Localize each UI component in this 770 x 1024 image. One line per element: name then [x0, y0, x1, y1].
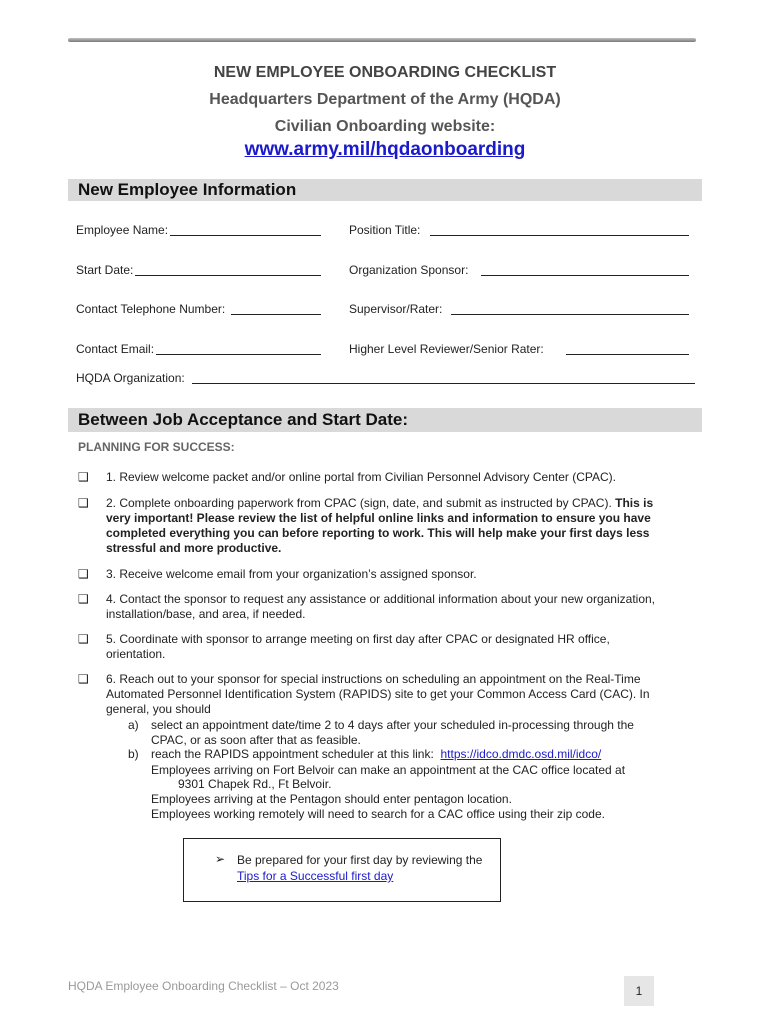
supervisor-field[interactable] — [451, 314, 689, 315]
checkbox-icon[interactable]: ❑ — [78, 592, 89, 606]
checklist-item-3 — [78, 567, 678, 583]
checkbox-icon[interactable]: ❑ — [78, 470, 89, 484]
higher-reviewer-field[interactable] — [566, 354, 689, 355]
checklist-item-2 — [78, 496, 678, 558]
supervisor-label: Supervisor/Rater: — [349, 302, 443, 316]
document-title: NEW EMPLOYEE ONBOARDING CHECKLIST — [213, 64, 557, 81]
website-link[interactable]: www.army.mil/hqdaonboarding — [244, 139, 526, 160]
tip-text: Be prepared for your first day by reviewing the Tips for a Successful first day — [237, 853, 483, 883]
section-header-job-acceptance — [68, 408, 702, 432]
org-sponsor-field[interactable] — [481, 275, 689, 276]
checklist-item-5 — [78, 632, 678, 664]
contact-email-field[interactable] — [156, 354, 321, 355]
checklist-text: 3. Receive welcome email from your organization’s assigned sponsor. — [106, 567, 477, 581]
start-date-field[interactable] — [135, 275, 321, 276]
hqda-org-label: HQDA Organization: — [76, 371, 185, 385]
checkbox-icon[interactable]: ❑ — [78, 632, 89, 646]
header-rule — [68, 38, 696, 42]
planning-subtitle: PLANNING FOR SUCCESS: — [78, 440, 235, 454]
website-label: Civilian Onboarding website: — [274, 118, 496, 135]
sub-item-a-marker: a) — [128, 718, 139, 732]
checklist-text: 2. Complete onboarding paperwork from CPAC (sign, date, and submit as instructed by CPAC). This is very important! Please review the list of helpful online links and information to ensure you have completed everything you can before reporting to work. This will help make your first days less stressful and more productive. — [106, 496, 654, 555]
checklist-item-4 — [78, 592, 678, 624]
higher-reviewer-label: Higher Level Reviewer/Senior Rater: — [349, 342, 544, 356]
checklist-item-1 — [78, 470, 678, 486]
page-number: 1 — [624, 976, 654, 1006]
contact-email-label: Contact Email: — [76, 342, 155, 356]
employee-name-field[interactable] — [170, 235, 321, 236]
section-title: New Employee Information — [78, 180, 297, 199]
tip-box — [183, 838, 501, 902]
checklist-text: 4. Contact the sponsor to request any assistance or additional information about your new organization, installation/base, and area, if needed. — [106, 592, 655, 621]
sub-item-b-marker: b) — [128, 747, 139, 761]
position-title-label: Position Title: — [349, 223, 421, 237]
checklist-text: 1. Review welcome packet and/or online portal from Civilian Personnel Advisory Center (CPAC). — [106, 470, 616, 484]
checklist-text: 5. Coordinate with sponsor to arrange meeting on first day after CPAC or designated HR office, orientation. — [106, 632, 610, 661]
belvoir-address: 9301 Chapek Rd., Ft Belvoir. — [178, 777, 332, 791]
checklist-text: 6. Reach out to your sponsor for special instructions on scheduling an appointment on the Real-Time Automated Personnel Identification System (RAPIDS) site to get your Common Access Card (CAC). In general, you should — [106, 672, 650, 716]
checkbox-icon[interactable]: ❑ — [78, 496, 89, 510]
document-org: Headquarters Department of the Army (HQDA) — [209, 91, 561, 108]
sub-item-a: select an appointment date/time 2 to 4 days after your scheduled in-processing through the CPAC, or as soon after that as feasible. — [151, 718, 634, 747]
remote-note: Employees working remotely will need to search for a CAC office using their zip code. — [151, 807, 605, 821]
section-title: Between Job Acceptance and Start Date: — [78, 410, 409, 429]
hqda-org-field[interactable] — [192, 383, 695, 384]
checkbox-icon[interactable]: ❑ — [78, 567, 89, 581]
pentagon-note: Employees arriving at the Pentagon should enter pentagon location. — [151, 792, 512, 806]
belvoir-note: Employees arriving on Fort Belvoir can make an appointment at the CAC office located at — [151, 763, 626, 777]
section-header-employee-info — [68, 179, 702, 201]
position-title-field[interactable] — [430, 235, 689, 236]
footer-text: HQDA Employee Onboarding Checklist – Oct 2023 — [68, 979, 339, 993]
contact-phone-label: Contact Telephone Number: — [76, 302, 226, 316]
start-date-label: Start Date: — [76, 263, 134, 277]
employee-name-label: Employee Name: — [76, 223, 169, 237]
contact-phone-field[interactable] — [231, 314, 321, 315]
rapids-link[interactable]: https://idco.dmdc.osd.mil/idco/ — [440, 747, 602, 761]
important-note: This is very important! Please review the list of helpful online links and information to ensure you have completed everything you can before reporting to work. This will help make your first days less stressful and more productive. — [106, 496, 654, 555]
org-sponsor-label: Organization Sponsor: — [349, 263, 469, 277]
checkbox-icon[interactable]: ❑ — [78, 672, 89, 686]
arrow-bullet-icon: ➢ — [215, 852, 226, 866]
sub-item-b: reach the RAPIDS appointment scheduler at this link: https://idco.dmdc.osd.mil/idco/ — [151, 747, 602, 761]
tips-link[interactable]: Tips for a Successful first day — [237, 869, 394, 883]
